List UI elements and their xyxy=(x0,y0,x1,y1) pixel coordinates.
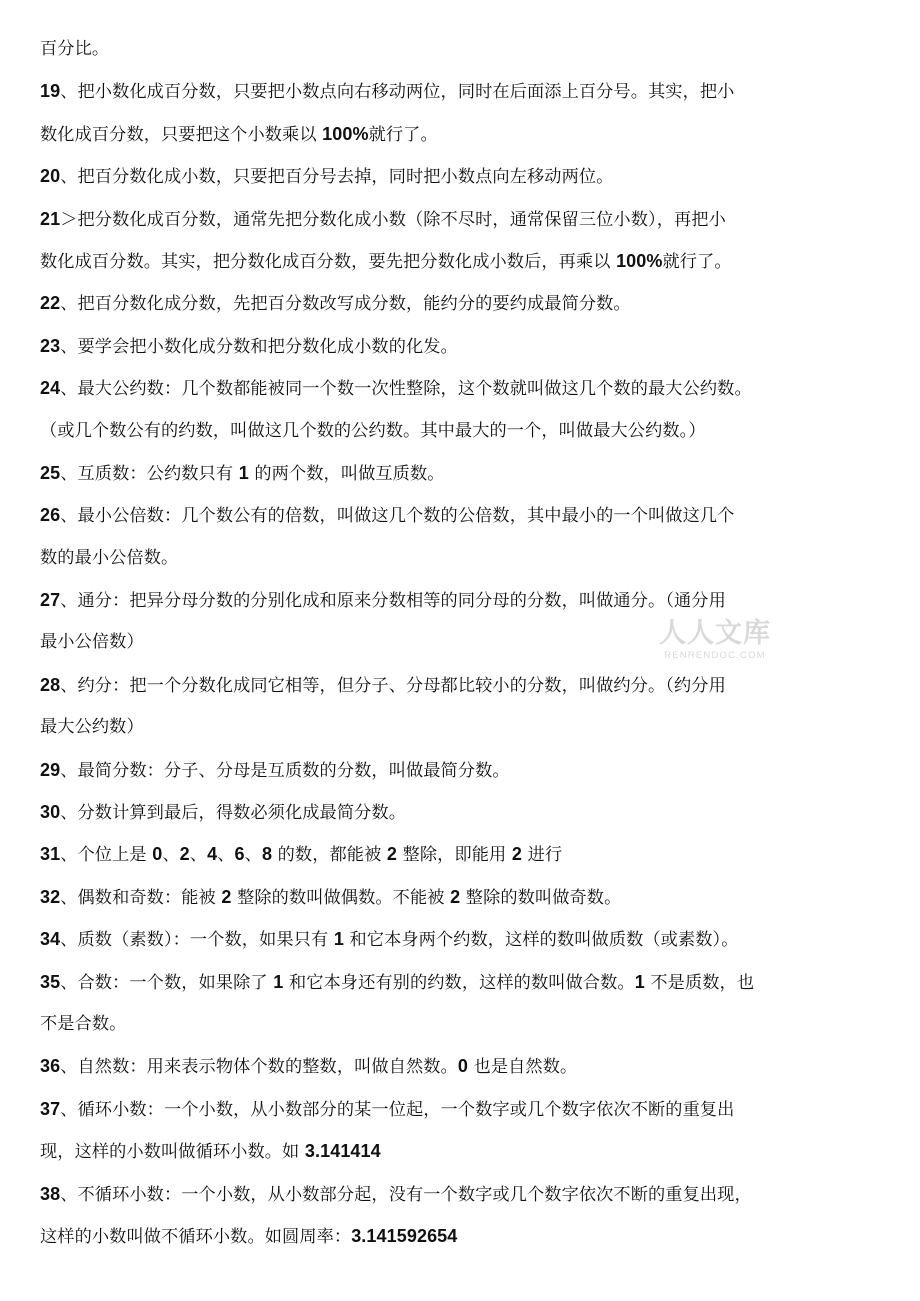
text-segment: 不是质数，也 xyxy=(644,972,755,993)
text-line xyxy=(40,367,885,409)
text-segment: 、要学会把小数化成分数和把分数化成小数的化发。 xyxy=(60,336,458,357)
bold-text: 19 xyxy=(40,81,61,102)
text-line xyxy=(40,791,885,833)
bold-text: 20 xyxy=(40,166,61,187)
text-line xyxy=(40,1215,885,1257)
bold-text: 24 xyxy=(40,378,61,399)
text-line xyxy=(40,282,885,324)
text-segment: 现，这样的小数叫做循环小数。如 xyxy=(40,1142,305,1163)
text-line xyxy=(40,537,885,579)
text-segment: 不是合数。 xyxy=(40,1013,127,1034)
text-segment: 、最大公约数：几个数都能被同一个数一次性整除，这个数就叫做这几个数的最大公约数。 xyxy=(60,379,752,400)
bold-text: 1 xyxy=(273,971,284,992)
bold-text: 2 xyxy=(386,844,398,865)
bold-text: 2 xyxy=(179,844,190,865)
text-segment: 、分数计算到最后，得数必须化成最简分数。 xyxy=(60,803,406,824)
text-segment: 、循环小数：一个小数，从小数部分的某一位起，一个数字或几个数字依次不断的重复出 xyxy=(60,1099,735,1120)
text-line xyxy=(40,325,885,367)
bold-text: 30 xyxy=(40,802,61,823)
text-segment: 和它本身还有别的约数，这样的数叫做合数。 xyxy=(283,972,635,993)
bold-text: 0 xyxy=(152,844,163,865)
bold-text: 1 xyxy=(238,462,249,483)
text-segment: 数化成百分数。其实，把分数化成百分数，要先把分数化成小数后，再乘以 xyxy=(40,251,617,272)
text-segment: 、不循环小数：一个小数，从小数部分起，没有一个数字或几个数字依次不断的重复出现， xyxy=(60,1184,752,1205)
text-segment: 、 xyxy=(217,845,235,866)
bold-text: 8 xyxy=(261,844,273,865)
text-line xyxy=(40,918,885,960)
bold-text: 38 xyxy=(40,1183,61,1204)
text-line xyxy=(40,494,885,536)
text-line xyxy=(40,28,885,70)
bold-text: 27 xyxy=(40,590,61,611)
text-line xyxy=(40,1088,885,1130)
text-line xyxy=(40,876,885,918)
text-segment: ＞把分数化成百分数，通常先把分数化成小数（除不尽时，通常保留三位小数），再把小 xyxy=(60,209,726,230)
bold-text: 4 xyxy=(207,844,218,865)
text-line xyxy=(40,579,885,621)
bold-text: 25 xyxy=(40,462,61,483)
watermark-url: RENRENDOC.COM xyxy=(664,650,766,661)
text-segment: 这样的小数叫做不循环小数。如圆周率： xyxy=(40,1226,352,1247)
text-segment: 进行 xyxy=(522,845,563,866)
text-segment: 、通分：把异分母分数的分别化成和原来分数相等的同分母的分数，叫做通分。（通分用 xyxy=(60,591,726,612)
text-line xyxy=(40,240,885,282)
bold-text: 35 xyxy=(40,971,61,992)
bold-text: 100% xyxy=(322,123,369,144)
bold-text: 1 xyxy=(333,929,344,950)
bold-text: 31 xyxy=(40,844,61,865)
bold-text: 2 xyxy=(511,844,523,865)
bold-text: 3.141592654 xyxy=(351,1225,458,1246)
text-line xyxy=(40,749,885,791)
text-line xyxy=(40,1003,885,1045)
text-line xyxy=(40,410,885,452)
bold-text: 3.141414 xyxy=(304,1141,381,1162)
text-segment: 、把小数化成百分数，只要把小数点向右移动两位，同时在后面添上百分号。其实，把小 xyxy=(60,82,735,103)
bold-text: 21 xyxy=(40,208,61,229)
watermark-logo xyxy=(640,618,790,678)
text-segment: 、 xyxy=(244,845,262,866)
watermark-title: 人人文库 xyxy=(659,618,771,649)
text-segment: 数的最小公倍数。 xyxy=(40,547,179,568)
text-segment: 、自然数：用来表示物体个数的整数，叫做自然数。 xyxy=(60,1057,458,1078)
text-line xyxy=(40,1045,885,1087)
text-line xyxy=(40,70,885,112)
text-segment: 百分比。 xyxy=(40,39,110,59)
text-segment: 的两个数，叫做互质数。 xyxy=(248,463,445,484)
bold-text: 32 xyxy=(40,886,61,907)
bold-text: 2 xyxy=(221,886,232,907)
text-segment: 最大公约数） xyxy=(40,717,144,738)
bold-text: 0 xyxy=(457,1056,468,1077)
text-segment: 、合数：一个数，如果除了 xyxy=(60,972,274,993)
text-segment: 、偶数和奇数：能被 xyxy=(60,887,222,908)
text-segment: 就行了。 xyxy=(368,124,438,145)
bold-text: 2 xyxy=(450,886,461,907)
text-segment: 、把百分数化成小数，只要把百分号去掉，同时把小数点向左移动两位。 xyxy=(60,167,614,188)
text-segment: 、 xyxy=(189,845,208,866)
text-line xyxy=(40,155,885,197)
text-line xyxy=(40,452,885,494)
text-line xyxy=(40,961,885,1003)
bold-text: 29 xyxy=(40,759,61,780)
text-segment: 也是自然数。 xyxy=(467,1057,578,1078)
text-segment: 、质数（素数）：一个数，如果只有 xyxy=(60,930,334,951)
text-segment: 的数，都能被 xyxy=(272,845,387,866)
text-segment: 、互质数：公约数只有 xyxy=(60,463,239,484)
bold-text: 28 xyxy=(40,674,61,695)
text-segment: 、把百分数化成分数，先把百分数改写成分数，能约分的要约成最简分数。 xyxy=(60,294,631,315)
bold-text: 6 xyxy=(234,844,245,865)
bold-text: 100% xyxy=(616,250,663,271)
bold-text: 23 xyxy=(40,335,61,356)
bold-text: 1 xyxy=(634,971,645,992)
bold-text: 26 xyxy=(40,505,61,526)
text-line xyxy=(40,706,885,748)
text-segment: 、约分：把一个分数化成同它相等，但分子、分母都比较小的分数，叫做约分。（约分用 xyxy=(60,675,726,696)
text-line xyxy=(40,198,885,240)
text-line xyxy=(40,113,885,155)
text-segment: （或几个数公有的约数，叫做这几个数的公约数。其中最大的一个，叫做最大公约数。） xyxy=(40,420,706,441)
text-segment: 、 xyxy=(162,845,180,866)
text-segment: 、最简分数：分子、分母是互质数的分数，叫做最简分数。 xyxy=(60,760,510,781)
text-segment: 数化成百分数，只要把这个小数乘以 xyxy=(40,124,323,145)
text-segment: 整除的数叫做偶数。不能被 xyxy=(231,887,451,908)
text-line xyxy=(40,1173,885,1215)
text-line xyxy=(40,833,885,875)
text-segment: 最小公倍数） xyxy=(40,632,144,653)
text-segment: 整除，即能用 xyxy=(397,845,512,866)
text-segment: 就行了。 xyxy=(662,251,732,272)
bold-text: 34 xyxy=(40,929,61,950)
text-segment: 整除的数叫做奇数。 xyxy=(460,887,622,908)
bold-text: 36 xyxy=(40,1056,61,1077)
bold-text: 22 xyxy=(40,293,61,314)
text-segment: 和它本身两个约数，这样的数叫做质数（或素数）。 xyxy=(343,930,739,951)
text-segment: 、个位上是 xyxy=(60,845,153,866)
bold-text: 37 xyxy=(40,1098,61,1119)
text-segment: 、最小公倍数：几个数公有的倍数，叫做这几个数的公倍数，其中最小的一个叫做这几个 xyxy=(60,506,735,527)
text-line xyxy=(40,1130,885,1172)
